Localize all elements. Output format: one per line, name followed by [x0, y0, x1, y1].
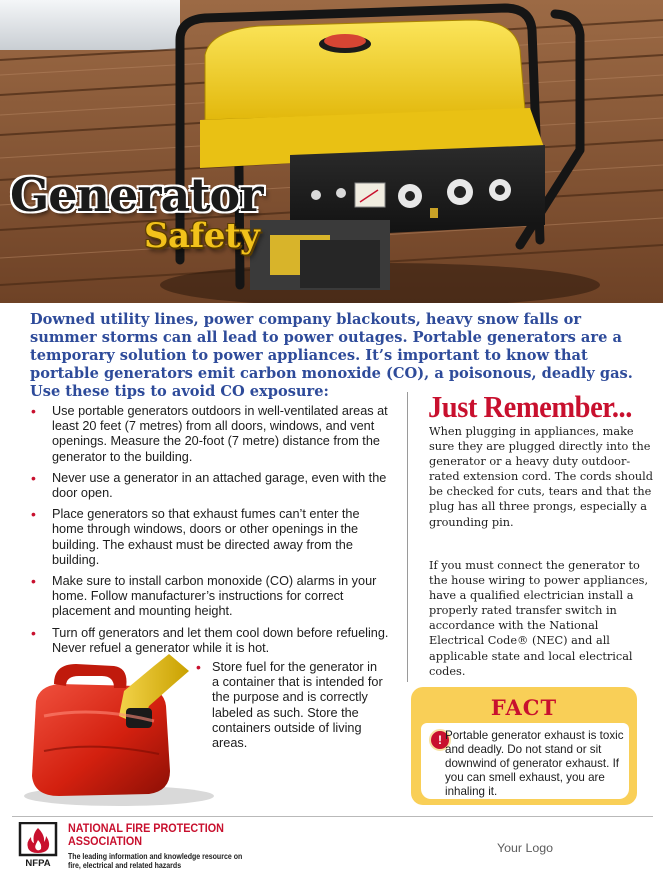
title-main: Generator: [10, 168, 263, 222]
just-remember-heading: Just Remember...: [428, 389, 632, 424]
list-item: • Store fuel for the generator in a container that is intended for the purpose and is correctly labeled as such. Store the containers outside of living areas.: [196, 660, 384, 751]
your-logo-placeholder: Your Logo: [497, 841, 554, 855]
tips-list: [30, 404, 390, 662]
list-item: • Turn off generators and let them cool down before refueling. Never refuel a generator while it is hot.: [30, 626, 390, 656]
list-item: • Make sure to install carbon monoxide (CO) alarms in your home. Follow manufacturer’s instructions for correct placement and mounting height.: [30, 574, 390, 620]
list-item: • Use portable generators outdoors in well-ventilated areas at least 20 feet (7 metres) from all doors, windows, and vent openings. Measure the 20-foot (7 metre) distance from the generator to the building.: [30, 404, 390, 465]
fact-text: Portable generator exhaust is toxic and deadly. Do not stand or sit downwind of generator exhaust. If you can smell exhaust, you are inhaling it.: [445, 729, 624, 799]
list-item: • Never use a generator in an attached garage, even with the door open.: [30, 471, 390, 501]
title-sub: Safety: [144, 216, 260, 256]
gas-can-icon: [14, 646, 224, 808]
fact-body: [421, 723, 629, 799]
org-name: NATIONAL FIRE PROTECTION ASSOCIATION: [68, 822, 224, 848]
just-remember-paragraph: When plugging in appliances, make sure they are plugged directly into the generator or a heavy duty outdoor-rated extension cord. The cords should be checked for cuts, tears and that the plug has all three prongs, especially a grounding pin.: [429, 425, 653, 529]
fact-title: FACT: [490, 695, 558, 720]
nfpa-logo-icon: [18, 822, 58, 868]
nfpa-logo-text: NFPA: [25, 858, 51, 868]
column-divider: [407, 392, 408, 682]
warning-glyph: !: [438, 733, 442, 747]
fact-box: [411, 687, 637, 805]
list-item: • Place generators so that exhaust fumes can’t enter the home through windows, doors or other openings in the building. The exhaust must be directed away from the building.: [30, 507, 390, 568]
footer-divider: [12, 816, 653, 817]
just-remember-paragraph: If you must connect the generator to the house wiring to power appliances, have a qualified electrician install a properly rated transfer switch in accordance with the National Electrical Code® (NEC) and all applicable state and local electrical codes.: [429, 559, 649, 678]
intro-text: Downed utility lines, power company blackouts, heavy snow falls or summer storms can all lead to power outages. Portable generators are a temporary solution to power appliances. It’s important to know that portable generators emit carbon monoxide (CO), a poisonous, deadly gas. Use these tips to avoid CO exposure:: [30, 311, 633, 401]
page-title: [10, 168, 310, 268]
org-tagline: The leading information and knowledge resource on fire, electrical and related hazards: [68, 852, 243, 870]
